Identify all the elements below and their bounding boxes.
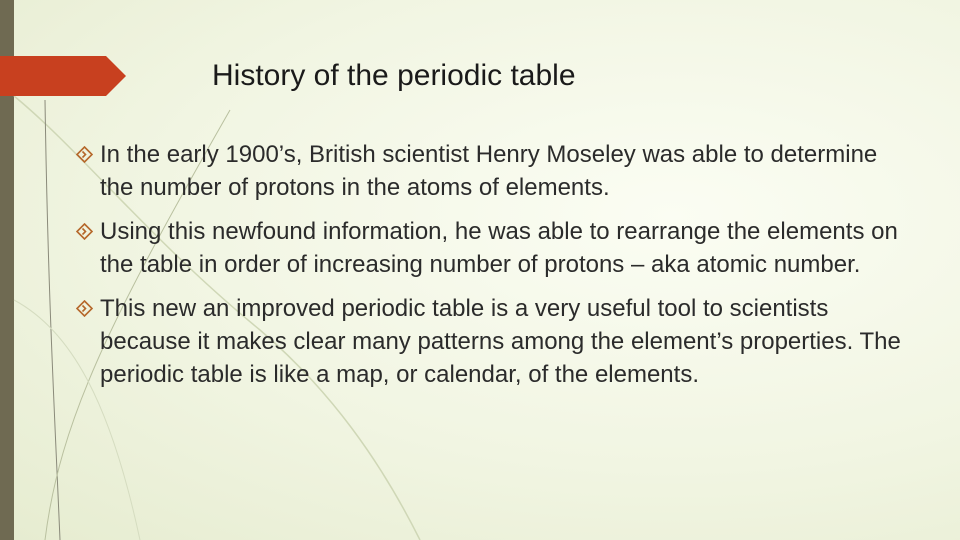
diamond-bullet-icon: [76, 146, 93, 163]
bullet-text: In the early 1900’s, British scientist Henry Moseley was able to determine the number of protons in the atoms of elements.: [100, 141, 878, 201]
bullet-item: [76, 138, 916, 204]
title-arrow-shape: [0, 56, 126, 96]
diamond-bullet-icon: [76, 223, 93, 240]
slide-title: History of the periodic table: [212, 59, 576, 92]
diamond-bullet-icon: [76, 300, 93, 317]
bullet-item: [76, 215, 916, 281]
bullet-item: [76, 292, 916, 391]
bullet-text: Using this newfound information, he was able to rearrange the elements on the table in order of increasing number of protons – aka atomic number.: [100, 218, 898, 278]
bullet-list: [76, 138, 916, 402]
bullet-text: This new an improved periodic table is a very useful tool to scientists because it makes clear many patterns among the element’s properties. The periodic table is like a map, or calendar, of the elements.: [100, 295, 901, 388]
